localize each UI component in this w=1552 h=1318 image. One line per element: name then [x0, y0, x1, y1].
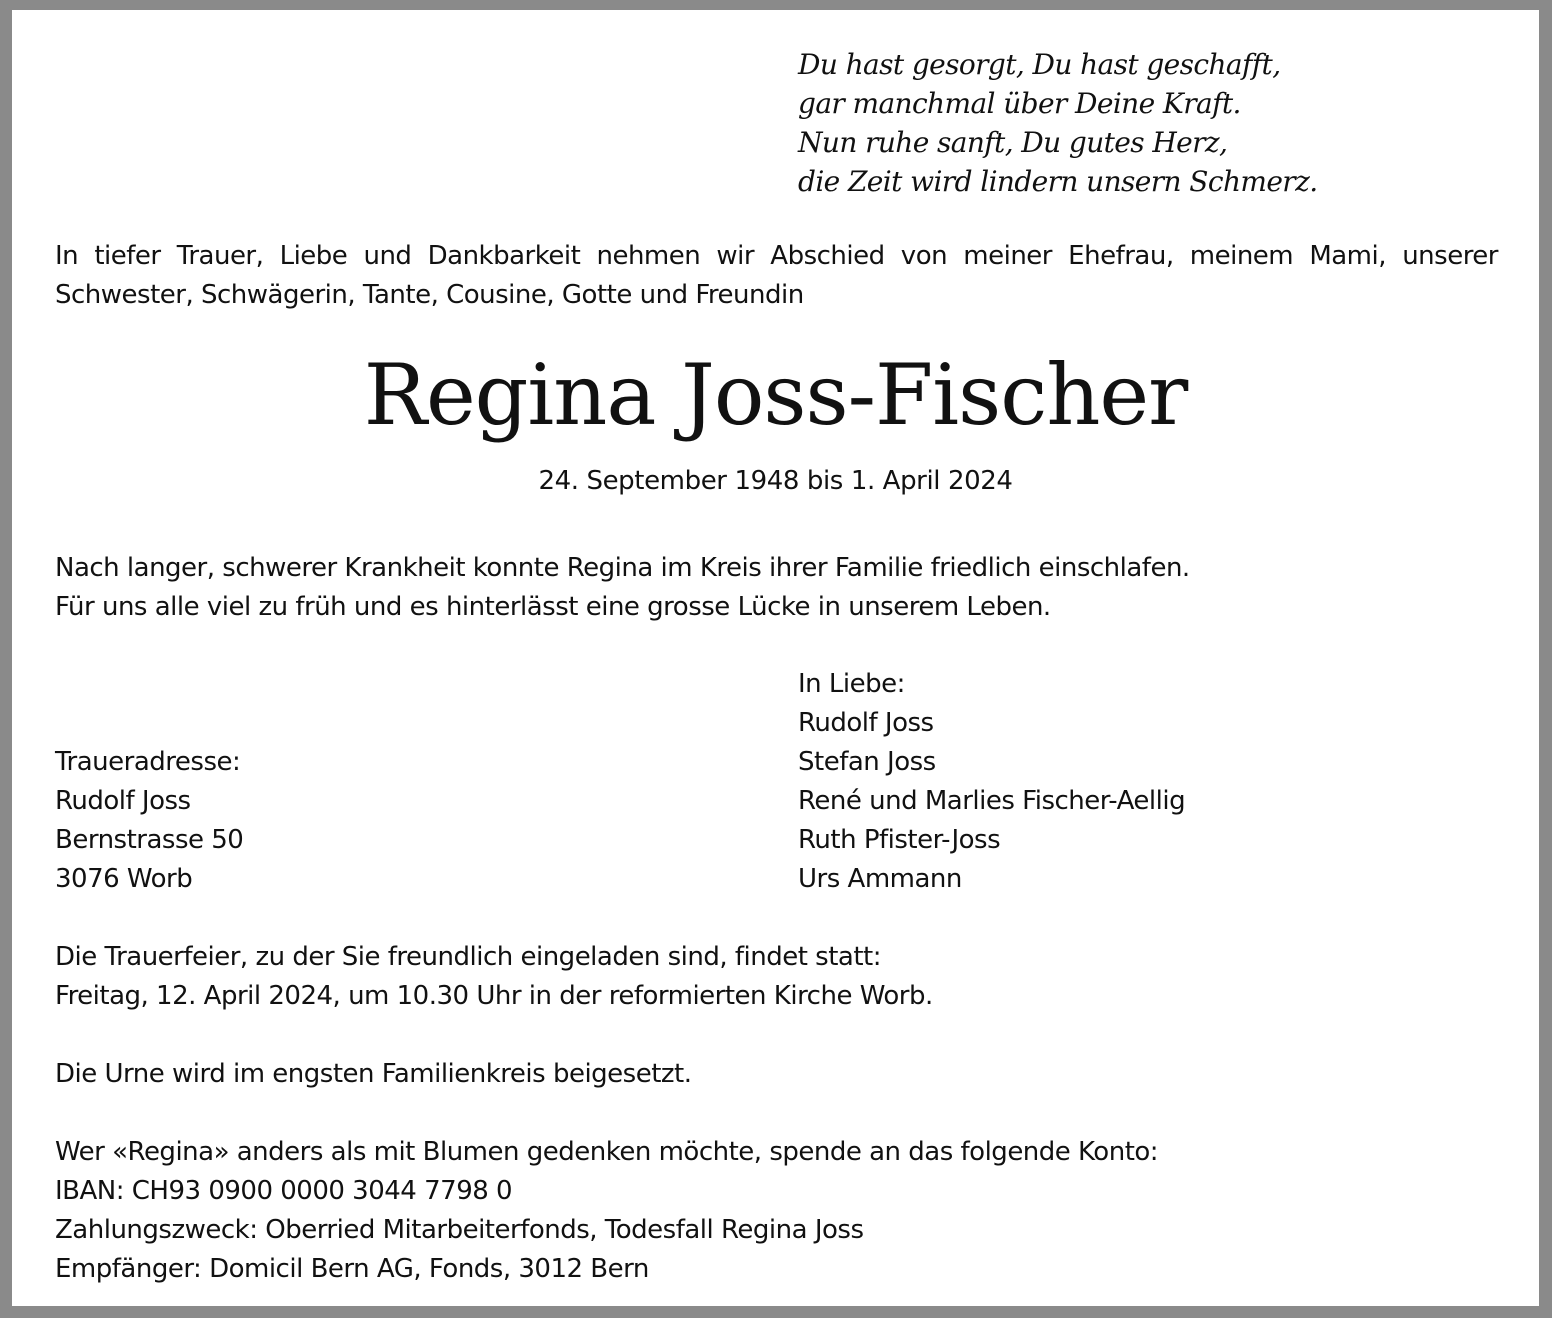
family-member: Rudolf Joss	[798, 708, 934, 738]
family-heading: In Liebe:	[798, 669, 905, 699]
family-member: Stefan Joss	[798, 747, 936, 777]
poem-line: gar manchmal über Deine Kraft.	[798, 87, 1241, 120]
donation-info	[55, 1133, 1158, 1289]
urn-info	[55, 1055, 692, 1094]
deceased-name: Regina Joss-Fischer	[363, 346, 1188, 444]
address-line: 3076 Worb	[55, 864, 193, 894]
intro-line: In tiefer Trauer, Liebe und Dankbarkeit nehmen wir Abschied von meiner Ehefrau, meinem Mami, unserer	[55, 241, 1498, 271]
mourning-address	[55, 743, 243, 899]
poem-line: Nun ruhe sanft, Du gutes Herz,	[798, 126, 1228, 159]
family-list	[798, 665, 1185, 899]
family-member: Urs Ammann	[798, 864, 962, 894]
message-line: Nach langer, schwerer Krankheit konnte Regina im Kreis ihrer Familie friedlich einschlafen.	[55, 553, 1190, 583]
donation-iban: IBAN: CH93 0900 0000 3044 7798 0	[55, 1176, 513, 1206]
donation-purpose: Zahlungszweck: Oberried Mitarbeiterfonds, Todesfall Regina Joss	[55, 1215, 864, 1245]
life-dates: 24. September 1948 bis 1. April 2024	[538, 466, 1013, 496]
service-line: Freitag, 12. April 2024, um 10.30 Uhr in der reformierten Kirche Worb.	[55, 981, 933, 1011]
donation-line: Wer «Regina» anders als mit Blumen gedenken möchte, spende an das folgende Konto:	[55, 1137, 1159, 1167]
poem-line: Du hast gesorgt, Du hast geschafft,	[798, 48, 1281, 81]
address-line: Bernstrasse 50	[55, 825, 244, 855]
service-line: Die Trauerfeier, zu der Sie freundlich eingeladen sind, findet statt:	[55, 942, 882, 972]
family-member: René und Marlies Fischer-Aellig	[798, 786, 1186, 816]
message-text	[55, 549, 1190, 627]
urn-line: Die Urne wird im engsten Familienkreis beigesetzt.	[55, 1059, 692, 1089]
intro-text	[55, 237, 1498, 315]
address-line: Rudolf Joss	[55, 786, 191, 816]
intro-line: Schwester, Schwägerin, Tante, Cousine, Gotte und Freundin	[55, 280, 804, 310]
family-member: Ruth Pfister-Joss	[798, 825, 1001, 855]
poem	[798, 45, 1318, 201]
message-line: Für uns alle viel zu früh und es hinterlässt eine grosse Lücke in unserem Leben.	[55, 592, 1051, 622]
funeral-service-info	[55, 938, 933, 1016]
donation-recipient: Empfänger: Domicil Bern AG, Fonds, 3012 Bern	[55, 1254, 649, 1284]
obituary-card	[12, 10, 1539, 1306]
address-heading: Traueradresse:	[55, 747, 241, 777]
poem-line: die Zeit wird lindern unsern Schmerz.	[798, 165, 1318, 198]
